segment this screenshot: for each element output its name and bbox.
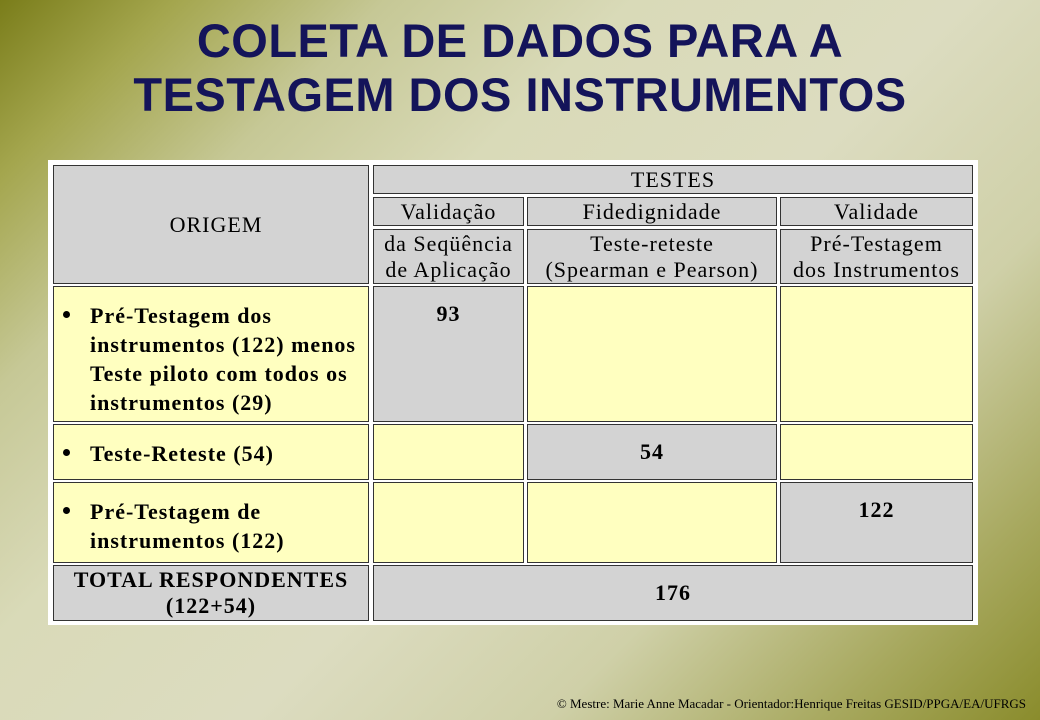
origin-line: instrumentos (29) [90, 390, 273, 415]
title-line-2: TESTAGEM DOS INSTRUMENTOS [133, 68, 907, 121]
origin-line: instrumentos (122) [90, 528, 285, 553]
footer-credit: © Mestre: Marie Anne Macadar - Orientador:Henrique Freitas GESID/PPGA/EA/UFRGS [556, 696, 1026, 711]
column-sub-line: Pré-Testagem [810, 230, 943, 256]
bullet-icon [63, 449, 70, 456]
testes-header [373, 165, 973, 194]
testes-header-label: TESTES [630, 166, 716, 192]
total-line-1: TOTAL RESPONDENTES [73, 567, 349, 592]
origin-line: Teste-Reteste (54) [90, 441, 274, 466]
total-value-cell [373, 565, 973, 621]
bullet-icon [63, 507, 70, 514]
column-sub-line: dos Instrumentos [793, 256, 960, 282]
row-origin-pre-testagem-menos-piloto [53, 286, 369, 422]
empty-cell [527, 286, 777, 422]
page-title [0, 14, 1040, 122]
origin-line: Pré-Testagem dos [90, 303, 272, 328]
data-collection-table [48, 160, 978, 625]
total-line-2: (122+54) [165, 593, 257, 618]
column-sub-line: (Spearman e Pearson) [545, 256, 759, 282]
value-text: 122 [858, 497, 895, 522]
row-origin-pre-testagem [53, 482, 369, 563]
column-sub-line: Teste-reteste [590, 230, 714, 256]
column-header-fidedignidade [527, 197, 777, 226]
empty-cell [780, 286, 973, 422]
column-sub-validacao [373, 229, 524, 284]
column-sub-fidedignidade [527, 229, 777, 284]
origin-line: Teste piloto com todos os [90, 361, 348, 386]
total-respondentes-label [53, 565, 369, 621]
column-name: Validação [400, 198, 497, 224]
origem-header [53, 165, 369, 284]
empty-cell [527, 482, 777, 563]
bullet-icon [63, 311, 70, 318]
column-sub-line: de Aplicação [385, 256, 512, 282]
total-value: 176 [655, 580, 691, 605]
column-header-validacao [373, 197, 524, 226]
value-text: 54 [640, 439, 664, 464]
value-cell-validade [780, 482, 973, 563]
empty-cell [373, 424, 524, 480]
origem-header-label: ORIGEM [169, 211, 263, 237]
row-origin-teste-reteste [53, 424, 369, 480]
title-line-1: COLETA DE DADOS PARA A [196, 14, 844, 67]
origin-line: Pré-Testagem de [90, 499, 262, 524]
column-header-validade [780, 197, 973, 226]
empty-cell [780, 424, 973, 480]
value-text: 93 [436, 301, 461, 326]
empty-cell [373, 482, 524, 563]
value-cell-fidedignidade [527, 424, 777, 480]
column-sub-validade [780, 229, 973, 284]
column-name: Validade [834, 198, 919, 224]
column-name: Fidedignidade [582, 198, 722, 224]
column-sub-line: da Seqüência [384, 230, 513, 256]
value-cell-validacao [373, 286, 524, 422]
origin-line: instrumentos (122) menos [90, 332, 356, 357]
